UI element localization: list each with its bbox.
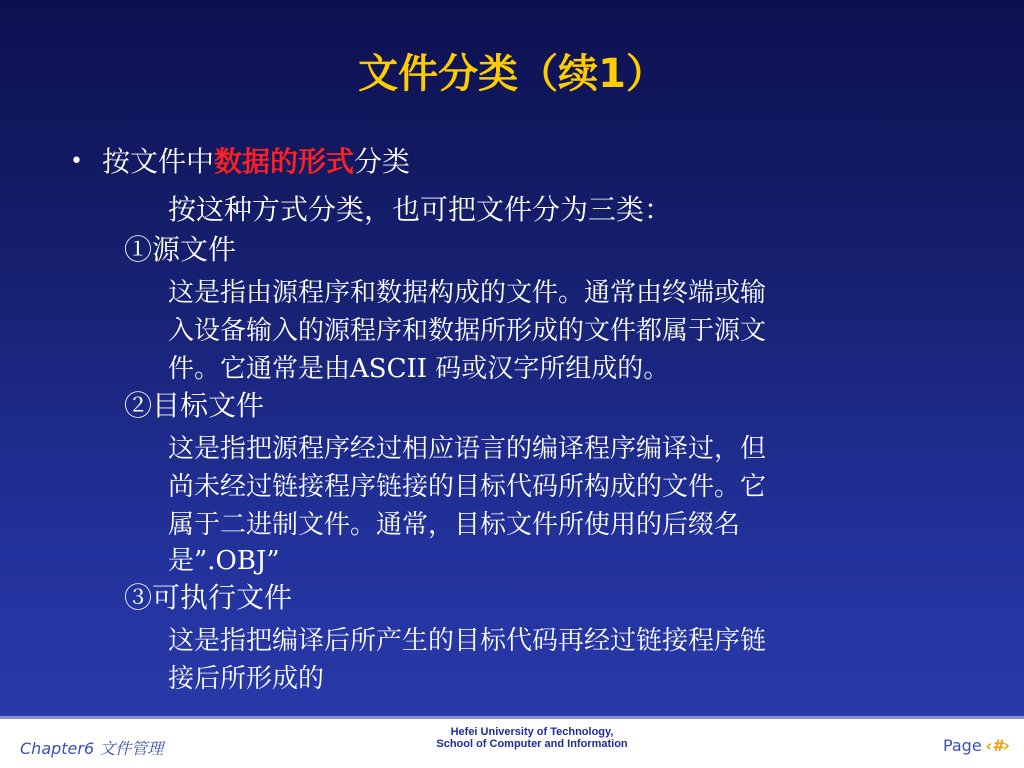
bullet-highlight: 数据的形式 <box>214 145 355 178</box>
section-heading-object: ②目标文件 <box>124 389 265 422</box>
footer-page-label: Page <box>942 736 982 755</box>
section-line: 这是指把编译后所产生的目标代码再经过链接程序链 <box>168 626 767 656</box>
footer-page <box>943 736 1010 755</box>
section-line: 这是指由源程序和数据构成的文件。通常由终端或输 <box>168 278 767 308</box>
section-line: 属于二进制文件。通常，目标文件所使用的后缀名 <box>168 510 741 540</box>
footer-divider <box>0 716 1024 719</box>
section-heading-executable: ③可执行文件 <box>124 581 293 614</box>
footer-institution <box>382 726 682 750</box>
footer-chapter: Chapter6 文件管理 <box>20 739 164 758</box>
section-line: 入设备输入的源程序和数据所形成的文件都属于源文 <box>168 316 767 346</box>
bullet-prefix: 按文件中 <box>102 145 215 178</box>
footer-page-number: ‹#› <box>985 736 1010 755</box>
section-line: 接后所形成的 <box>168 664 325 694</box>
footer-institution-line2: School of Computer and Information <box>436 738 628 750</box>
bullet-line <box>70 142 410 182</box>
section-line: 件。它通常是由ASCII 码或汉字所组成的。 <box>168 354 670 384</box>
section-line: 尚未经过链接程序链接的目标代码所构成的文件。它 <box>168 472 767 502</box>
footer-institution-line1: Hefei University of Technology, <box>450 726 614 738</box>
intro-text: 按这种方式分类，也可把文件分为三类： <box>168 193 673 226</box>
section-line: 是”.OBJ” <box>168 546 280 576</box>
bullet-dot-icon: • <box>70 149 83 174</box>
bullet-suffix: 分类 <box>354 145 411 178</box>
section-line: 这是指把源程序经过相应语言的编译程序编译过，但 <box>168 434 767 464</box>
section-heading-source: ①源文件 <box>124 233 237 266</box>
slide-title: 文件分类（续1） <box>358 51 666 97</box>
